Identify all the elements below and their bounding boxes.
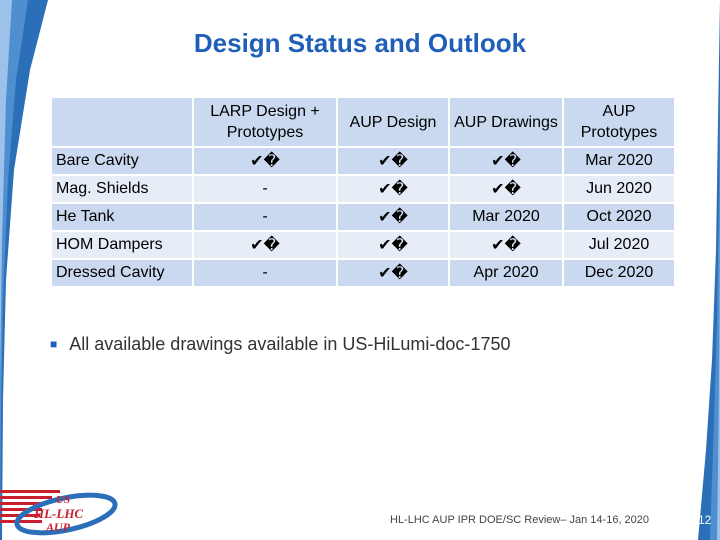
square-bullet-icon: ■ (50, 337, 58, 351)
table-cell: ✔� (338, 232, 448, 258)
row-label: Bare Cavity (52, 148, 192, 174)
row-label: Dressed Cavity (52, 260, 192, 286)
table-row (52, 260, 674, 286)
table-cell: Mar 2020 (564, 148, 674, 174)
table-row (52, 148, 674, 174)
footer-text: HL-LHC AUP IPR DOE/SC Review– Jan 14-16, 2020 (390, 514, 650, 526)
status-table (50, 96, 676, 288)
table-row (52, 176, 674, 202)
table-cell: Apr 2020 (450, 260, 562, 286)
header-aup-design: AUP Design (338, 98, 448, 146)
table-cell: Jul 2020 (564, 232, 674, 258)
row-label: Mag. Shields (52, 176, 192, 202)
table-cell: Oct 2020 (564, 204, 674, 230)
bullet-item (50, 334, 510, 355)
table-cell: ✔� (450, 232, 562, 258)
header-aup-prototypes: AUP Prototypes (564, 98, 674, 146)
table-cell: - (194, 176, 336, 202)
table-row (52, 204, 674, 230)
header-larp-design-prototypes: LARP Design + Prototypes (194, 98, 336, 146)
row-label: HOM Dampers (52, 232, 192, 258)
table-cell: Jun 2020 (564, 176, 674, 202)
logo-text-hl-lhc: HL-LHC (34, 506, 84, 521)
table-cell: ✔� (194, 232, 336, 258)
table-cell: ✔� (338, 148, 448, 174)
header-cell-empty (52, 98, 192, 146)
logo-text-us: US (56, 494, 71, 506)
table-row (52, 232, 674, 258)
table-cell: ✔� (194, 148, 336, 174)
logo-text-aup: AUP (46, 520, 70, 534)
table-cell: ✔� (450, 148, 562, 174)
table-cell: ✔� (338, 204, 448, 230)
slide-title: Design Status and Outlook (193, 28, 527, 58)
bullet-text: All available drawings available in US-HiLumi-doc-1750 (69, 334, 511, 354)
table-cell: Dec 2020 (564, 260, 674, 286)
table-cell: Mar 2020 (450, 204, 562, 230)
table-cell: ✔� (338, 260, 448, 286)
header-aup-drawings: AUP Drawings (450, 98, 562, 146)
table-cell: - (194, 260, 336, 286)
table-header-row (52, 98, 674, 146)
page-number: 12 (698, 513, 712, 527)
us-hl-lhc-aup-logo (0, 486, 120, 536)
row-label: He Tank (52, 204, 192, 230)
table-cell: - (194, 204, 336, 230)
table-cell: ✔� (450, 176, 562, 202)
table-cell: ✔� (338, 176, 448, 202)
